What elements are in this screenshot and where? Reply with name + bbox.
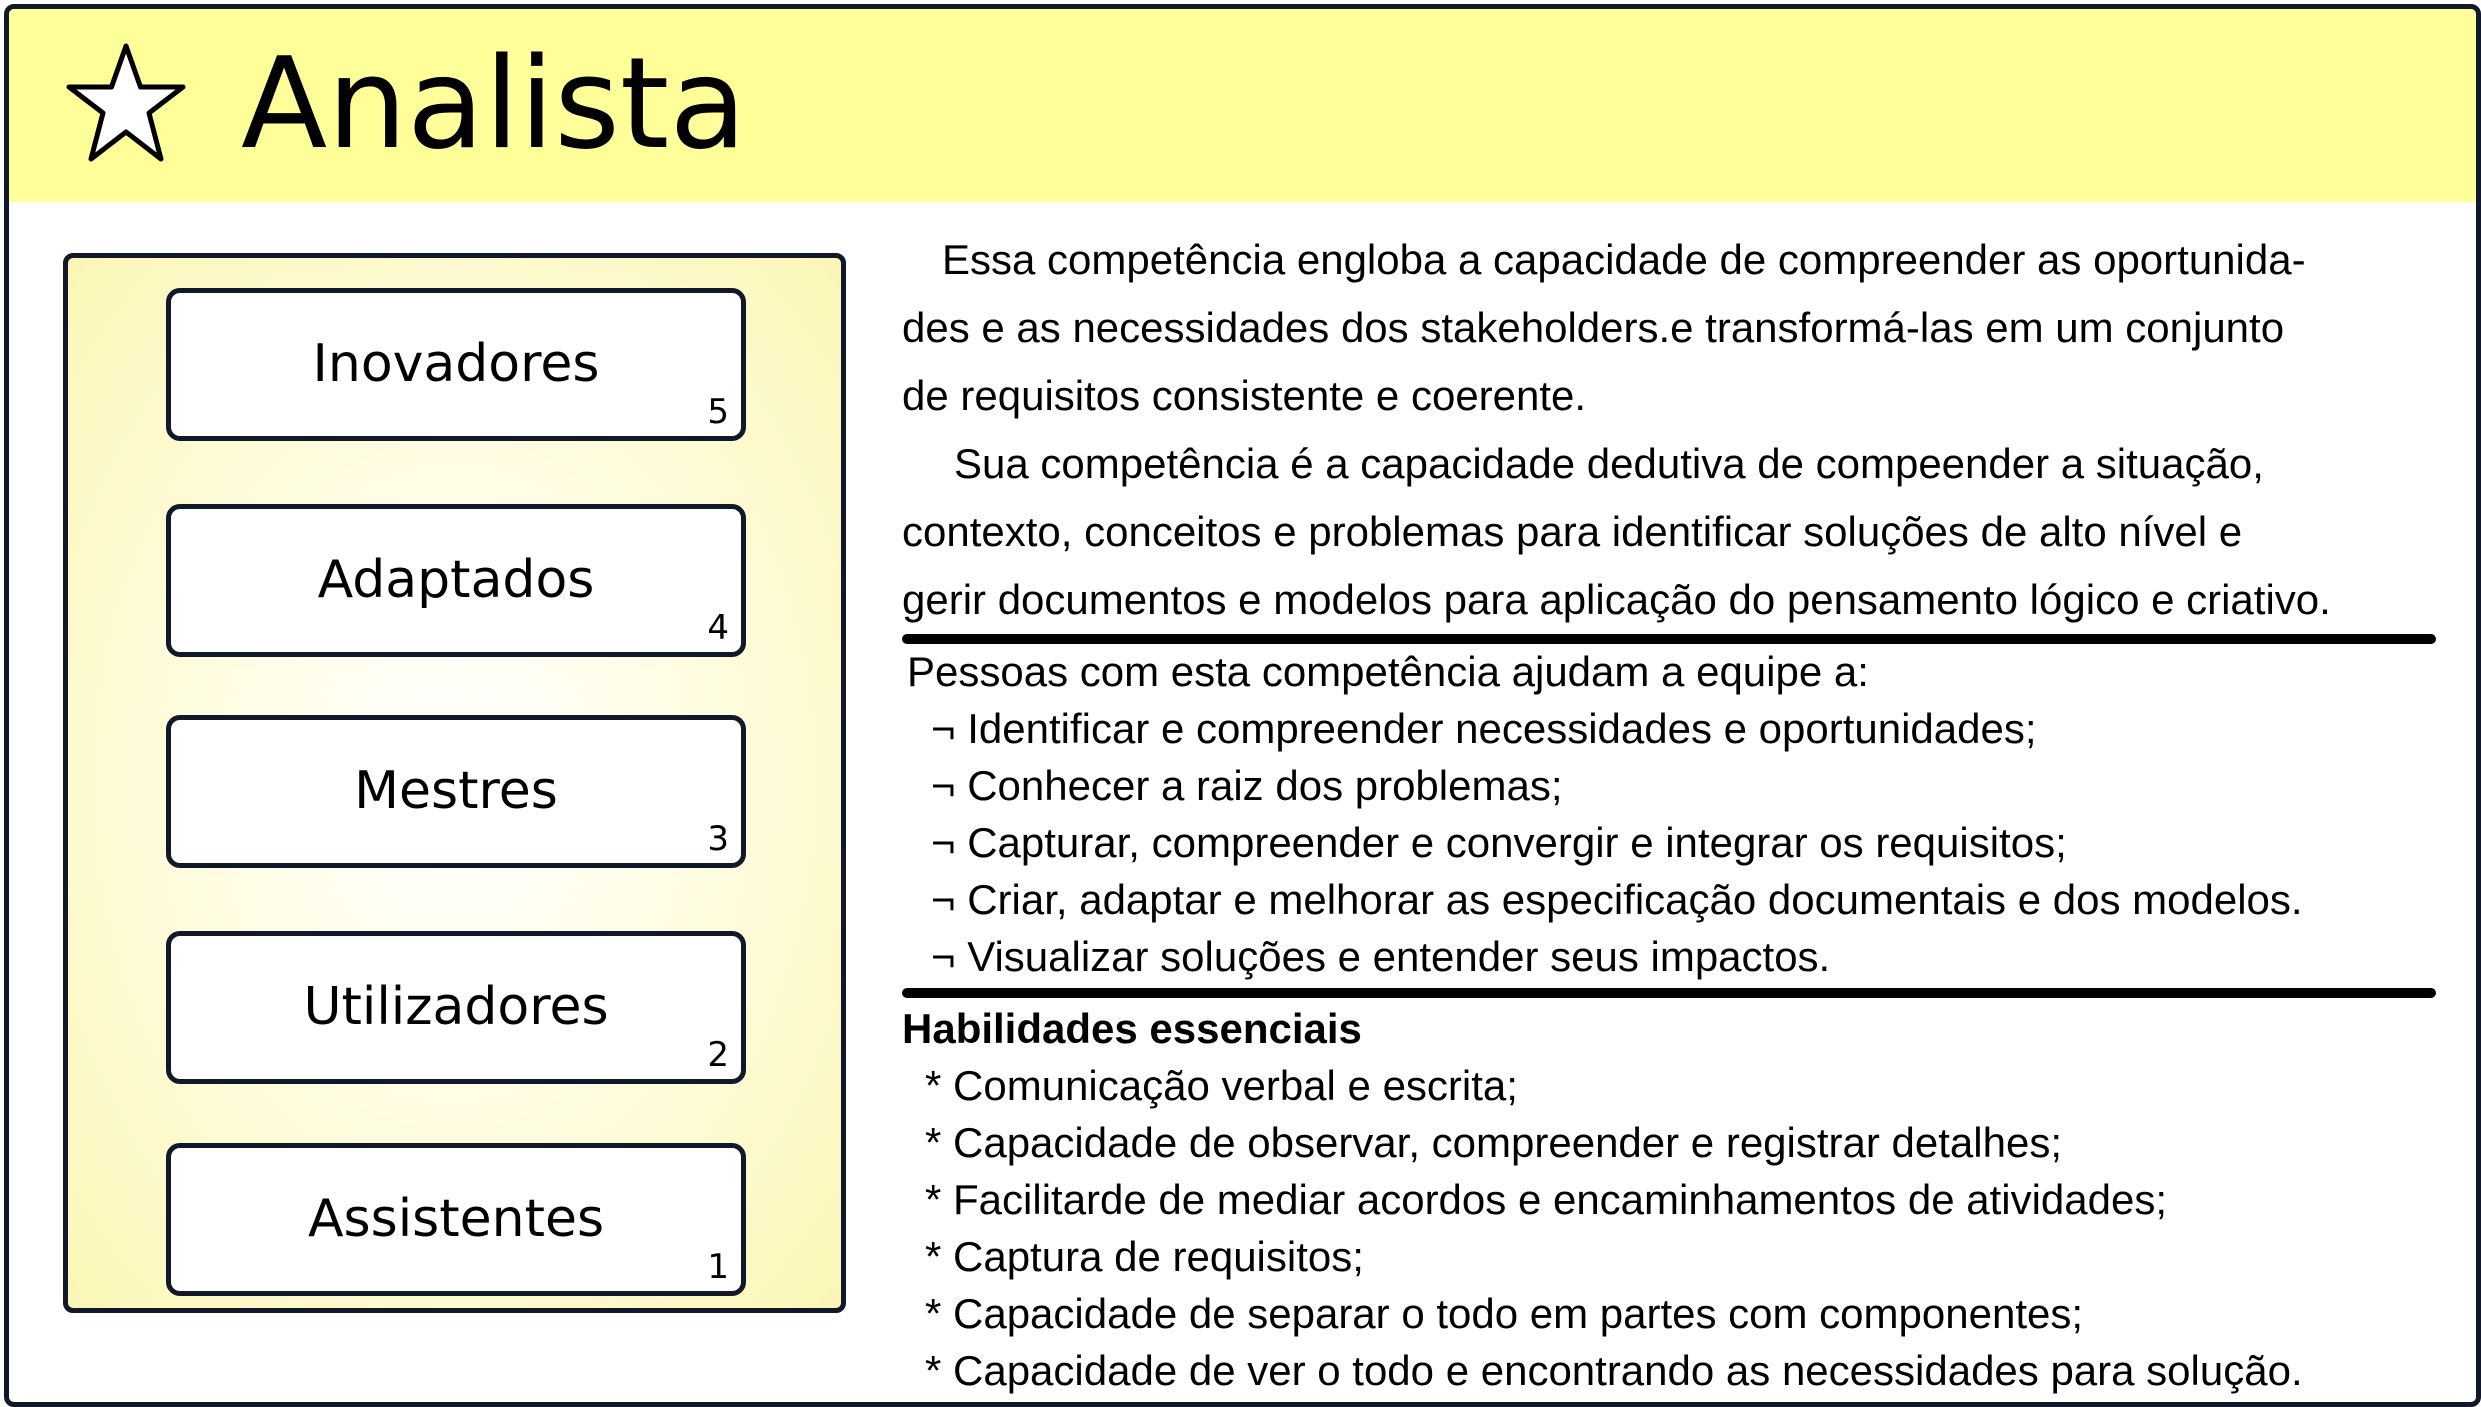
helps-item: ¬ Identificar e compreender necessidades e oportunidades; bbox=[931, 705, 2037, 752]
section-divider bbox=[902, 988, 2436, 998]
helps-item: ¬ Criar, adaptar e melhorar as especificação documentais e dos modelos. bbox=[931, 876, 2303, 923]
description-line: gerir documentos e modelos para aplicação do pensamento lógico e criativo. bbox=[902, 576, 2331, 623]
skills-item: * Facilitarde de mediar acordos e encaminhamentos de atividades; bbox=[925, 1176, 2168, 1223]
description-line: des e as necessidades dos stakeholders.e transformá-las em um conjunto bbox=[902, 304, 2285, 351]
competency-card bbox=[4, 4, 2481, 1407]
skills-item: * Capacidade de ver o todo e encontrando as necessidades para solução. bbox=[925, 1347, 2303, 1394]
level-label: Assistentes bbox=[307, 1189, 605, 1249]
level-number: 1 bbox=[707, 1247, 729, 1287]
level-label: Utilizadores bbox=[303, 977, 609, 1037]
skills-item: * Captura de requisitos; bbox=[925, 1233, 1364, 1280]
skills-item: * Capacidade de separar o todo em partes com componentes; bbox=[925, 1290, 2084, 1337]
helps-item: ¬ Conhecer a raiz dos problemas; bbox=[931, 762, 1563, 809]
level-box-assistentes bbox=[166, 1143, 746, 1296]
level-box-utilizadores bbox=[166, 931, 746, 1084]
level-box-inovadores bbox=[166, 288, 746, 441]
level-panel bbox=[63, 253, 846, 1313]
star-icon bbox=[56, 41, 196, 166]
level-box-mestres bbox=[166, 715, 746, 868]
description-line: Essa competência engloba a capacidade de compreender as oportunida- bbox=[942, 236, 2306, 283]
skills-item: * Comunicação verbal e escrita; bbox=[925, 1062, 1518, 1109]
description-line: Sua competência é a capacidade dedutiva de compeender a situação, bbox=[954, 440, 2264, 487]
skills-item: * Capacidade de observar, compreender e registrar detalhes; bbox=[925, 1119, 2062, 1166]
helps-heading: Pessoas com esta competência ajudam a equipe a: bbox=[907, 648, 1869, 695]
description-line: contexto, conceitos e problemas para identificar soluções de alto nível e bbox=[902, 508, 2243, 555]
skills-heading: Habilidades essenciais bbox=[902, 1005, 1362, 1052]
level-label: Inovadores bbox=[312, 334, 600, 394]
helps-item: ¬ Visualizar soluções e entender seus impactos. bbox=[931, 933, 1831, 980]
description-line: de requisitos consistente e coerente. bbox=[902, 372, 1587, 419]
level-number: 3 bbox=[707, 819, 729, 859]
level-number: 2 bbox=[707, 1035, 729, 1075]
level-label: Adaptados bbox=[317, 550, 595, 610]
card-header bbox=[9, 9, 2476, 202]
helps-item: ¬ Capturar, compreender e convergir e integrar os requisitos; bbox=[931, 819, 2067, 866]
level-number: 5 bbox=[707, 392, 729, 432]
level-number: 4 bbox=[707, 608, 729, 648]
page-title: Analista bbox=[241, 30, 747, 177]
level-label: Mestres bbox=[354, 761, 558, 821]
level-box-adaptados bbox=[166, 504, 746, 657]
